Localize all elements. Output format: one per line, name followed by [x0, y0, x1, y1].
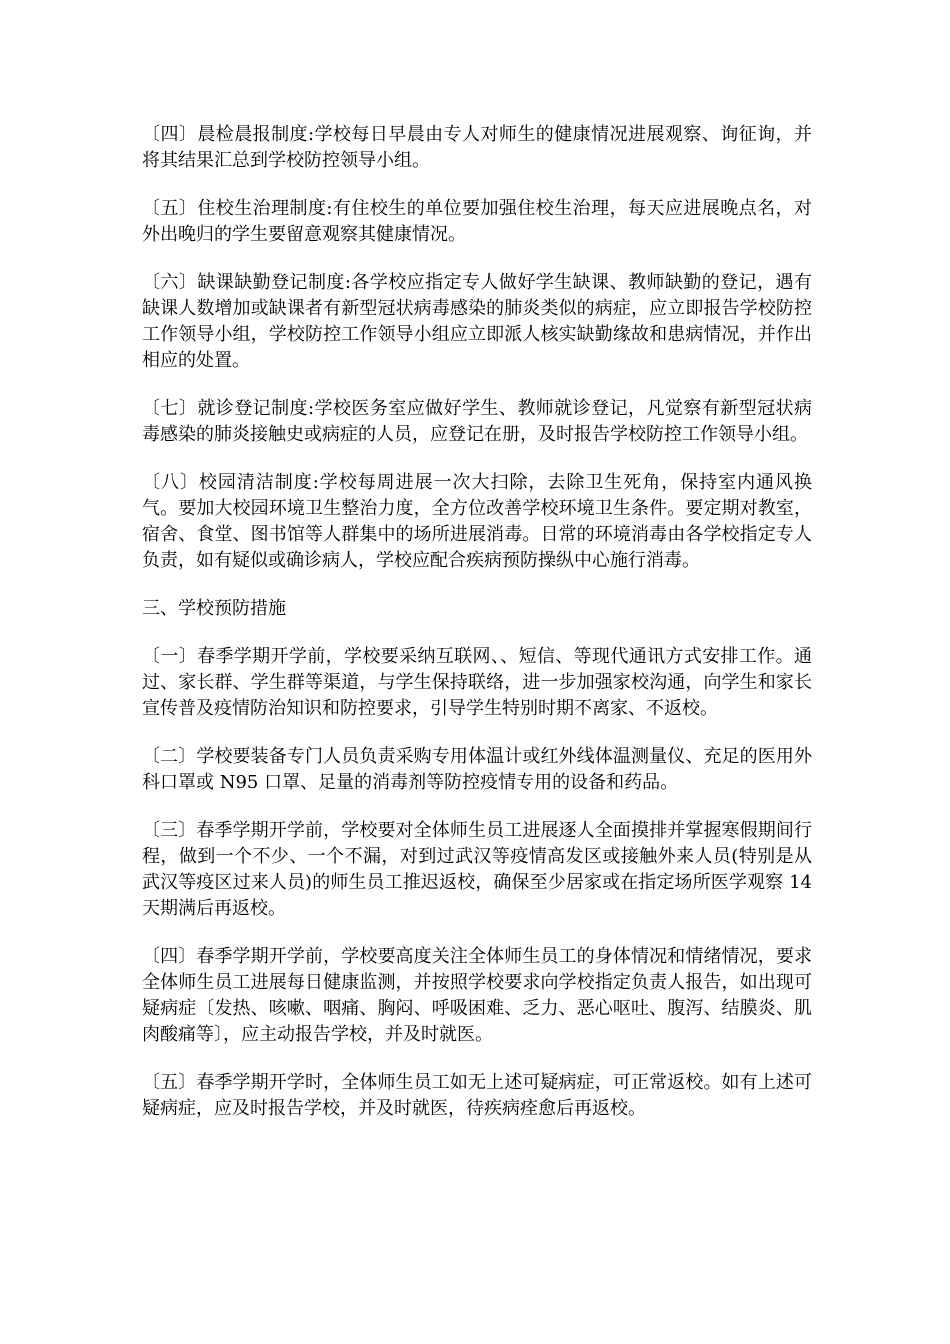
paragraph-morning-check: 〔四〕晨检晨报制度:学校每日早晨由专人对师生的健康情况进展观察、询征询，并将其结果汇总到学校防控领导小组。: [142, 124, 812, 171]
measure-item-4: 〔四〕春季学期开学前，学校要高度关注全体师生员工的身体情况和情绪情况，要求全体师生员工进展每日健康监测，并按照学校要求向学校指定负责人报告，如出现可疑病症〔发热、咳嗽、咽痛、胸闷、呼吸困难、乏力、恶心呕吐、腹泻、结膜炎、肌肉酸痛等〕，应主动报告学校，并及时就医。: [142, 946, 812, 1045]
paragraph-absence-registration: 〔六〕缺课缺勤登记制度:各学校应指定专人做好学生缺课、教师缺勤的登记，遇有缺课人数增加或缺课者有新型冠状病毒感染的肺炎类似的病症，应立即报告学校防控工作领导小组，学校防控工作领导小组应立即派人核实缺勤缘故和患病情况，并作出相应的处置。: [142, 272, 812, 371]
paragraph-boarding-management: 〔五〕住校生治理制度:有住校生的单位要加强住校生治理，每天应进展晚点名，对外出晚归的学生要留意观察其健康情况。: [142, 198, 812, 245]
paragraph-clinic-registration: 〔七〕就诊登记制度:学校医务室应做好学生、教师就诊登记，凡觉察有新型冠状病毒感染的肺炎接触史或病症的人员，应登记在册，及时报告学校防控工作领导小组。: [142, 398, 812, 445]
document-body: [142, 122, 812, 1144]
section-heading: 三、学校预防措施: [142, 598, 286, 619]
measure-item-2: 〔二〕学校要装备专门人员负责采购专用体温计或红外线体温测量仪、充足的医用外科口罩或 N95 口罩、足量的消毒剂等防控疫情专用的设备和药品。: [142, 746, 812, 793]
measure-item-3: 〔三〕春季学期开学前，学校要对全体师生员工进展逐人全面摸排并掌握寒假期间行程，做到一个不少、一个不漏，对到过武汉等疫情高发区或接触外来人员(特别是从武汉等疫区过来人员)的师生员工推迟返校，确保至少居家或在指定场所医学观察 14 天期满后再返校。: [142, 820, 812, 919]
measure-item-5: 〔五〕春季学期开学时，全体师生员工如无上述可疑病症，可正常返校。如有上述可疑病症，应及时报告学校，并及时就医，待疾病痊愈后再返校。: [142, 1072, 812, 1119]
measure-item-1: 〔一〕春季学期开学前，学校要采纳互联网、、短信、等现代通讯方式安排工作。通过、家长群、学生群等渠道，与学生保持联络，进一步加强家校沟通，向学生和家长宣传普及疫情防治知识和防控要求，引导学生特别时期不离家、不返校。: [142, 646, 812, 719]
paragraph-campus-cleaning: 〔八〕校园清洁制度:学校每周进展一次大扫除，去除卫生死角，保持室内通风换气。要加大校园环境卫生整治力度，全方位改善学校环境卫生条件。要定期对教室，宿舍、食堂、图书馆等人群集中的场所进展消毒。日常的环境消毒由各学校指定专人负责，如有疑似或确诊病人，学校应配合疾病预防操纵中心施行消毒。: [142, 472, 812, 571]
